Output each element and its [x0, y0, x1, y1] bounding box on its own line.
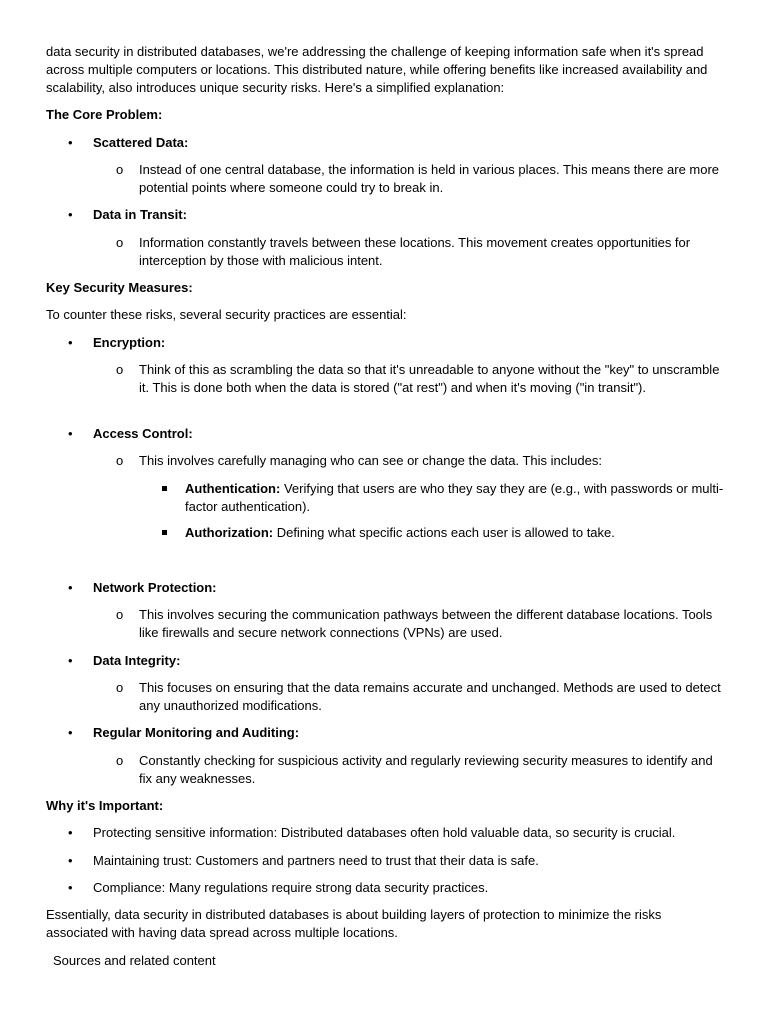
- item-integrity-title: Data Integrity:: [93, 653, 181, 668]
- item-encryption-title: Encryption:: [93, 335, 166, 350]
- bullet-disc: •: [68, 580, 73, 595]
- item-data-in-transit-title: Data in Transit:: [93, 207, 187, 222]
- item-scattered-data-detail: Instead of one central database, the information is held in various places. This means there are more potential points where someone could try to break in.: [139, 162, 720, 195]
- authorization-text: Defining what specific actions each user is allowed to take.: [273, 525, 615, 540]
- importance-item: Protecting sensitive information: Distributed databases often hold valuable data, so security is crucial.: [93, 825, 676, 840]
- bullet-disc: •: [68, 653, 73, 668]
- bullet-circle: o: [116, 162, 124, 177]
- bullet-disc: •: [68, 207, 73, 222]
- item-scattered-data-title: Scattered Data:: [93, 135, 189, 150]
- sources-link[interactable]: Sources and related content: [53, 953, 216, 968]
- bullet-square: [162, 480, 167, 498]
- item-data-in-transit-detail: Information constantly travels between these locations. This movement creates opportunities for interception by those with malicious intent.: [139, 235, 691, 268]
- conclusion-paragraph: Essentially, data security in distributed databases is about building layers of protection to minimize the risks associated with having data spread across multiple locations.: [46, 907, 662, 940]
- bullet-circle: o: [116, 362, 124, 377]
- item-monitoring-title: Regular Monitoring and Auditing:: [93, 725, 300, 740]
- item-authorization: [185, 524, 730, 542]
- item-network-detail: This involves securing the communication pathways between the different database locations. Tools like firewalls and secure network connections (VPNs) are used.: [139, 607, 713, 640]
- heading-importance: Why it's Important:: [46, 798, 164, 813]
- bullet-disc: •: [68, 825, 73, 840]
- importance-item: Maintaining trust: Customers and partners need to trust that their data is safe.: [93, 853, 539, 868]
- key-measures-lead: To counter these risks, several security practices are essential:: [46, 307, 407, 322]
- bullet-circle: o: [116, 235, 124, 250]
- heading-core-problem: The Core Problem:: [46, 107, 163, 122]
- item-integrity-detail: This focuses on ensuring that the data remains accurate and unchanged. Methods are used to detect any unauthorized modifications.: [139, 680, 721, 713]
- bullet-circle: o: [116, 453, 124, 468]
- item-authentication: [185, 480, 730, 516]
- bullet-disc: •: [68, 426, 73, 441]
- bullet-circle: o: [116, 753, 124, 768]
- authentication-term: Authentication:: [185, 481, 281, 496]
- authorization-term: Authorization:: [185, 525, 274, 540]
- item-access-control-detail: This involves carefully managing who can see or change the data. This includes:: [139, 453, 602, 468]
- bullet-disc: •: [68, 725, 73, 740]
- bullet-disc: •: [68, 135, 73, 150]
- importance-item: Compliance: Many regulations require strong data security practices.: [93, 880, 489, 895]
- intro-paragraph: data security in distributed databases, we're addressing the challenge of keeping information safe when it's spread across multiple computers or locations. This distributed nature, while offering benefits like increased availability and scalability, also introduces unique security risks. Here's a simplified explanation:: [46, 44, 708, 95]
- authentication-text: Verifying that users are who they say they are (e.g., with passwords or multi-factor authentication).: [185, 481, 724, 514]
- bullet-disc: •: [68, 853, 73, 868]
- bullet-disc: •: [68, 335, 73, 350]
- item-monitoring-detail: Constantly checking for suspicious activity and regularly reviewing security measures to identify and fix any weaknesses.: [139, 753, 713, 786]
- bullet-circle: o: [116, 680, 124, 695]
- bullet-circle: o: [116, 607, 124, 622]
- bullet-square: [162, 524, 167, 542]
- item-network-title: Network Protection:: [93, 580, 217, 595]
- item-access-control-title: Access Control:: [93, 426, 193, 441]
- item-encryption-detail: Think of this as scrambling the data so that it's unreadable to anyone without the "key" to unscramble it. This is done both when the data is stored ("at rest") and when it's moving ("in transit").: [139, 362, 720, 395]
- heading-key-measures: Key Security Measures:: [46, 280, 193, 295]
- bullet-disc: •: [68, 880, 73, 895]
